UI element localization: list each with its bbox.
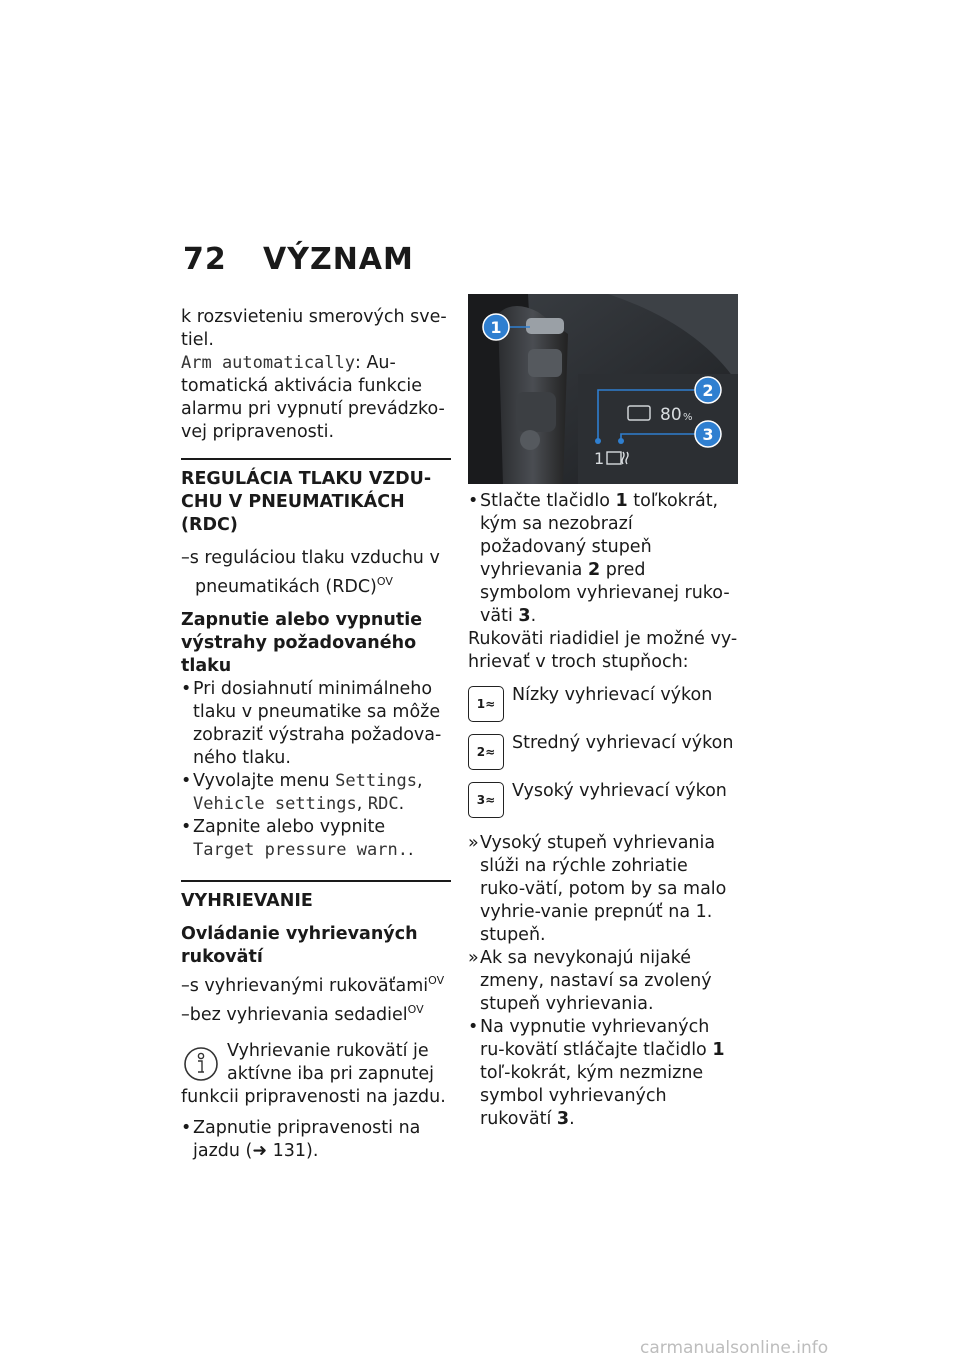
heat-level-1: 1 ≈ Nízky vyhrievací výkon <box>468 684 738 722</box>
section-divider <box>181 458 451 460</box>
page-ref-arrow-icon: ➜ <box>252 1141 273 1162</box>
handlebar-photo <box>468 294 738 484</box>
subheading: Zapnutie alebo vypnutie výstrahy požadovaného tlaku <box>181 609 423 676</box>
svg-text:2: 2 <box>702 381 714 400</box>
callout-3 <box>695 421 721 447</box>
watermark: carmanualsonline.info <box>640 1338 829 1358</box>
left-column <box>181 306 451 1163</box>
result-item: » Ak sa nevykonajú nijaké zmeny, nastaví sa zvolený stupeň vyhrievania. <box>468 947 738 1016</box>
section-heading-heating: VYHRIEVANIE <box>181 890 313 911</box>
display-percent: 80 <box>660 405 682 425</box>
callout-1 <box>483 314 509 340</box>
paragraph: Arm automatically: Au-tomatická aktivácia funkcie alarmu pri vypnutí prevádzko-vej pripravenosti. <box>181 353 445 442</box>
svg-text:3: 3 <box>702 425 714 444</box>
display-level: 1 <box>594 449 605 468</box>
result-item: » Vysoký stupeň vyhrievania slúži na rýchle zohriatie ruko-vätí, potom by sa malo vyhrie-vanie prepnúť na 1. stupeň. <box>468 832 738 947</box>
bullet-item: • Stlačte tlačidlo 1 toľkokrát, kým sa nezobrazí požadovaný stupeň vyhrievania 2 pred symbolom vyhrievanej ruko-väti 3. <box>468 490 738 628</box>
heat-level-3: 3 ≈ Vysoký vyhrievací výkon <box>468 780 738 818</box>
svg-text:1: 1 <box>490 318 502 337</box>
heat-level-1-icon: 1 ≈ <box>468 686 504 722</box>
bullet-item: • Vyvolajte menu Settings, Vehicle settings, RDC. <box>181 770 451 816</box>
paragraph: Rukoväti riadidiel je možné vy-hrievať v troch stupňoch: <box>468 629 738 672</box>
section-divider <box>181 880 451 882</box>
option-line: –s vyhrievanými rukoväťami$^{OV}$ <box>181 973 445 996</box>
display-unit: % <box>683 412 693 423</box>
bullet-item: • Pri dosiahnutí minimálneho tlaku v pneumatike sa môže zobraziť výstraha požadova-ného tlaku. <box>181 678 451 770</box>
section-heading-rdc: REGULÁCIA TLAKU VZDU-CHU V PNEUMATIKÁCH (RDC) <box>181 469 432 535</box>
page-header <box>183 242 414 277</box>
heat-level-2: 2 ≈ Stredný vyhrievací výkon <box>468 732 738 770</box>
bullet-item: • Zapnutie pripravenosti na jazdu (➜ 131). <box>181 1117 451 1163</box>
bullet-item: • Zapnite alebo vypnite Target pressure warn.. <box>181 816 451 862</box>
option-line: –bez vyhrievania sedadiel$^{OV}$ <box>181 1002 424 1025</box>
info-icon <box>183 1046 219 1082</box>
subheading: Ovládanie vyhrievaných rukovätí <box>181 923 418 967</box>
bullet-item: • Na vypnutie vyhrievaných ru-kovätí stláčajte tlačidlo 1 toľ-kokrát, kým nezmizne symbol vyhrievaných rukovätí 3. <box>468 1016 738 1131</box>
info-note: Vyhrievanie rukovätí je aktívne iba pri zapnutej funkcii pripravenosti na jazdu. <box>181 1041 446 1108</box>
menu-code: Arm automatically <box>181 353 355 373</box>
page-title: VÝZNAM <box>263 242 414 277</box>
heat-level-2-icon: 2 ≈ <box>468 734 504 770</box>
right-column <box>468 490 738 1131</box>
callout-2 <box>695 377 721 403</box>
heat-level-3-icon: 3 ≈ <box>468 782 504 818</box>
paragraph: k rozsvieteniu smerových sve-tiel. <box>181 307 447 350</box>
page-number: 72 <box>183 242 227 277</box>
option-line: –s reguláciou tlaku vzduchu v pneumatikách (RDC)$^{OV}$ <box>181 548 440 597</box>
